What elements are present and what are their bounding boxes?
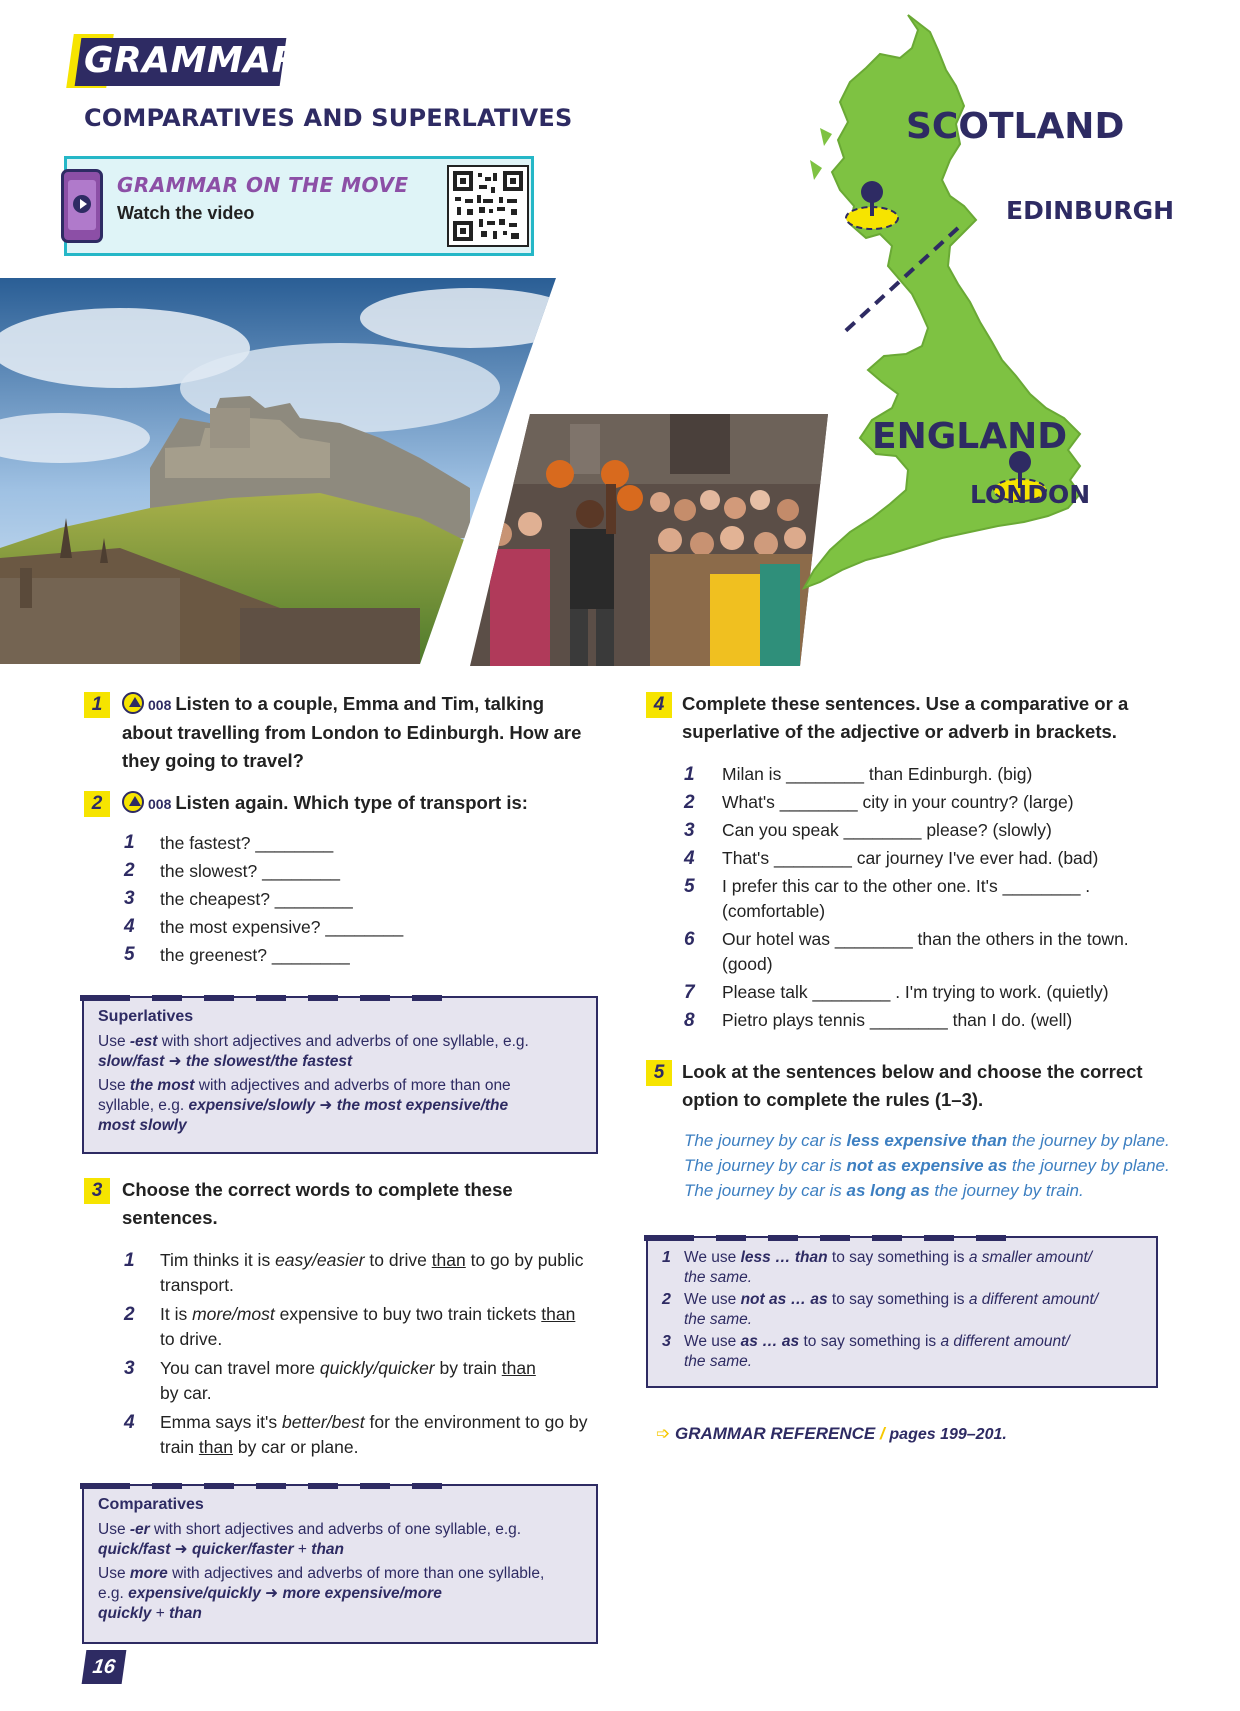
rules-box: [646, 1236, 1158, 1388]
exercise-2-number: 2: [84, 791, 110, 817]
list-item: 3 Can you speak ________ please? (slowly): [684, 820, 1052, 841]
list-item: 3 You can travel more quickly/quicker by train than by car.: [124, 1358, 536, 1403]
example-sentence: The journey by car is not as expensive as the journey by plane.: [684, 1156, 1170, 1175]
list-item: 8 Pietro plays tennis ________ than I do. (well): [684, 1010, 1073, 1031]
rule-text: Use more with adjectives and adverbs of more than one syllable,: [98, 1565, 545, 1582]
exercise-2-instructions: 008 Listen again. Which type of transport is:: [122, 789, 592, 818]
section-title: GRAMMAR: [84, 40, 300, 81]
map-label-scotland: SCOTLAND: [906, 106, 1125, 147]
audio-track-number: 008: [148, 796, 172, 812]
comparatives-box: [82, 1484, 598, 1644]
video-box[interactable]: [64, 156, 534, 256]
audio-icon[interactable]: [122, 791, 144, 813]
example-sentence: The journey by car is less expensive than the journey by plane.: [684, 1131, 1170, 1150]
exercise-5-number: 5: [646, 1060, 672, 1086]
exercise-4-instructions: Complete these sentences. Use a comparative or a superlative of the adjective or adverb in brackets.: [682, 693, 1129, 742]
phone-video-icon: [61, 169, 103, 243]
superlatives-box: [82, 996, 598, 1154]
exercise-3-list: [124, 1248, 604, 1460]
rule-text: e.g. expensive/quickly ➜ more expensive/more: [98, 1585, 442, 1602]
list-item: 2 What's ________ city in your country? (large): [684, 792, 1074, 813]
rule-text: Use -er with short adjectives and adverbs of one syllable, e.g.: [98, 1521, 522, 1538]
list-item: 4 That's ________ car journey I've ever had. (bad): [684, 848, 1099, 869]
map-label-england: ENGLAND: [872, 416, 1068, 457]
audio-icon[interactable]: [122, 692, 144, 714]
rule-example: quickly + than: [98, 1605, 202, 1622]
rule-item: 1 We use less … than to say something is a smaller amount/ the same.: [662, 1249, 1093, 1286]
page-number: 16: [82, 1650, 127, 1684]
comparatives-title: Comparatives: [98, 1496, 204, 1513]
list-item: 2 the slowest? ________: [124, 860, 340, 881]
rule-example: most slowly: [98, 1117, 187, 1134]
list-item: 5 the greenest? ________: [124, 944, 350, 965]
list-item: 1 Milan is ________ than Edinburgh. (big): [684, 764, 1033, 785]
exercise-4-list: [684, 762, 1204, 1033]
video-box-title: GRAMMAR ON THE MOVE: [117, 173, 409, 197]
superlatives-title: Superlatives: [98, 1008, 194, 1025]
rule-item: 2 We use not as … as to say something is a different amount/ the same.: [662, 1291, 1099, 1328]
exercise-5-instructions: Look at the sentences below and choose the correct option to complete the rules (1–3).: [682, 1061, 1143, 1110]
map-label-london: LONDON: [970, 480, 1091, 509]
list-item: 2 It is more/most expensive to buy two train tickets than to drive.: [124, 1304, 576, 1349]
arrow-right-icon: ➩: [656, 1424, 671, 1443]
exercise-1-instructions: 008 Listen to a couple, Emma and Tim, talking about travelling from London to Edinburgh. How are they going to travel?: [122, 693, 582, 771]
list-item: 1 Tim thinks it is easy/easier to drive than to go by public transport.: [124, 1250, 584, 1295]
rule-text: syllable, e.g. expensive/slowly ➜ the most expensive/the: [98, 1097, 509, 1114]
rule-example: quick/fast ➜ quicker/faster + than: [98, 1541, 345, 1558]
page-subtitle: COMPARATIVES AND SUPERLATIVES: [84, 104, 573, 132]
qr-code-icon[interactable]: [447, 165, 529, 247]
rule-text: Use the most with adjectives and adverbs of more than one: [98, 1077, 511, 1094]
list-item: 5 I prefer this car to the other one. It's ________ . (comfortable): [684, 876, 1091, 921]
exercise-3-number: 3: [84, 1178, 110, 1204]
rule-item: 3 We use as … as to say something is a different amount/ the same.: [662, 1333, 1070, 1370]
map-label-edinburgh: EDINBURGH: [1006, 196, 1175, 225]
list-item: 3 the cheapest? ________: [124, 888, 353, 909]
list-item: 1 the fastest? ________: [124, 832, 334, 853]
rule-text: Use -est with short adjectives and adverbs of one syllable, e.g.: [98, 1033, 529, 1050]
street-performer-photo: [470, 414, 828, 666]
uk-map: [780, 10, 1240, 660]
rule-example: slow/fast ➜ the slowest/the fastest: [98, 1053, 353, 1070]
example-sentence: The journey by car is as long as the journey by train.: [684, 1181, 1084, 1200]
exercise-4-number: 4: [646, 692, 672, 718]
grammar-reference-link[interactable]: ➩ GRAMMAR REFERENCE / pages 199–201.: [656, 1424, 1007, 1443]
exercise-2-list: [124, 832, 564, 966]
exercise-3-instructions: Choose the correct words to complete these sentences.: [122, 1179, 513, 1228]
video-box-subtitle: Watch the video: [117, 203, 255, 223]
list-item: 4 the most expensive? ________: [124, 916, 404, 937]
audio-track-number: 008: [148, 697, 172, 713]
example-sentences: [684, 1128, 1224, 1203]
exercise-1-number: 1: [84, 692, 110, 718]
section-tag: [70, 34, 300, 88]
list-item: 4 Emma says it's better/best for the environment to go by train than by car or plane.: [124, 1412, 588, 1457]
list-item: 6 Our hotel was ________ than the others in the town. (good): [684, 929, 1129, 974]
list-item: 7 Please talk ________ . I'm trying to work. (quietly): [684, 982, 1109, 1003]
